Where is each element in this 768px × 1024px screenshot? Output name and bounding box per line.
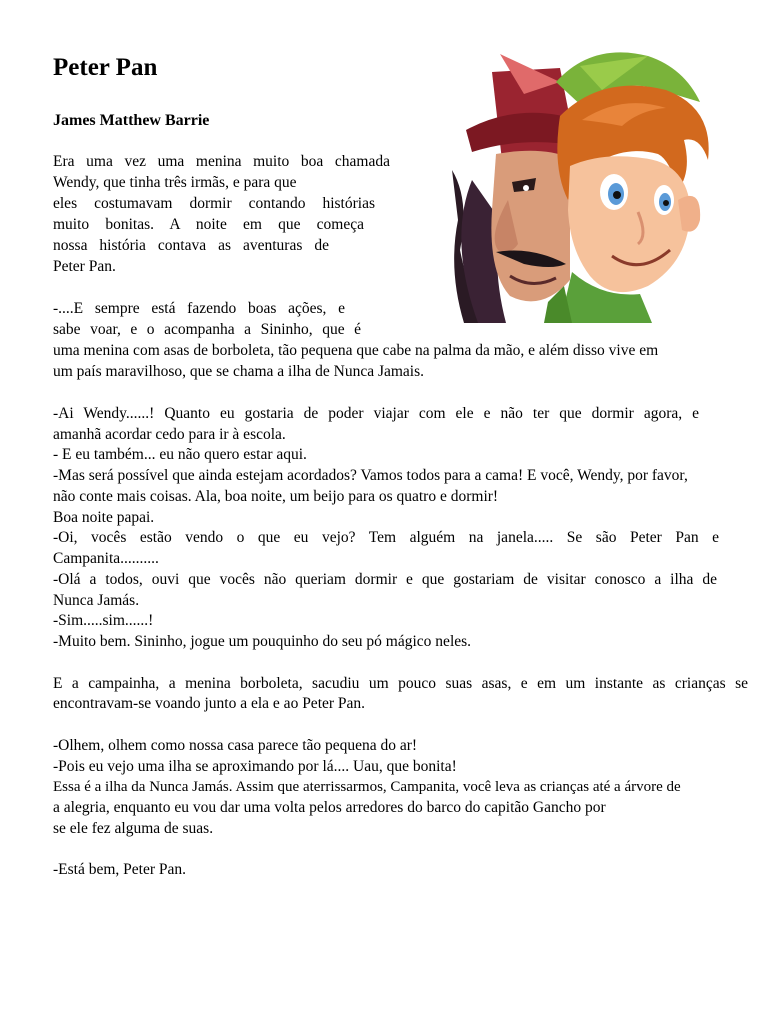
page-title: Peter Pan [53, 54, 158, 81]
story-line: -Muito bem. Sininho, jogue um pouquinho do seu pó mágico neles. [53, 633, 472, 650]
peter-pan-and-captain-hook-illustration [452, 50, 714, 323]
story-line: -Está bem, Peter Pan. [53, 861, 187, 878]
story-line: se ele fez alguma de suas. [53, 820, 214, 837]
story-line: não conte mais coisas. Ala, boa noite, um beijo para os quatro e dormir! [53, 488, 499, 505]
author-name: James Matthew Barrie [53, 112, 210, 129]
story-line: Wendy, que tinha três irmãs, e para que [53, 174, 297, 191]
story-line: nossa história contava as aventuras de [53, 237, 329, 254]
story-line: -Oi, vocês estão vendo o que eu vejo? Tem alguém na janela..... Se são Peter Pan e [53, 529, 719, 546]
story-line: Peter Pan. [53, 258, 116, 275]
story-line: Era uma vez uma menina muito boa chamada [53, 153, 390, 170]
story-line: encontravam-se voando junto a ela e ao Peter Pan. [53, 695, 366, 712]
story-line: muito bonitas. A noite em que começa [53, 216, 364, 233]
story-line: Nunca Jamás. [53, 592, 140, 609]
story-line: a alegria, enquanto eu vou dar uma volta pelos arredores do barco do capitão Gancho por [53, 799, 606, 816]
story-line: -....E sempre está fazendo boas ações, e [53, 300, 345, 317]
story-line: um país maravilhoso, que se chama a ilha de Nunca Jamais. [53, 363, 425, 380]
story-line: E a campainha, a menina borboleta, sacudiu um pouco suas asas, e em um instante as crianças se [53, 675, 748, 692]
story-line: -Pois eu vejo uma ilha se aproximando por lá.... Uau, que bonita! [53, 758, 457, 775]
story-line: -Olhem, olhem como nossa casa parece tão pequena do ar! [53, 737, 418, 754]
story-line: -Mas será possível que ainda estejam acordados? Vamos todos para a cama! E você, Wendy, por favor, [53, 467, 688, 484]
story-line: Boa noite papai. [53, 509, 155, 526]
story-line: -Sim.....sim......! [53, 612, 154, 629]
story-line: uma menina com asas de borboleta, tão pequena que cabe na palma da mão, e além disso vive em [53, 342, 659, 359]
story-line: -Olá a todos, ouvi que vocês não queriam dormir e que gostariam de visitar conosco a ilha de [53, 571, 717, 588]
story-line: Campanita.......... [53, 550, 159, 567]
story-line: -Ai Wendy......! Quanto eu gostaria de poder viajar com ele e não ter que dormir agora, e [53, 405, 699, 422]
story-line: Essa é a ilha da Nunca Jamás. Assim que aterrissarmos, Campanita, você leva as crianças até a árvore de [53, 779, 681, 795]
story-line: - E eu também... eu não quero estar aqui. [53, 446, 307, 463]
story-line: amanhã acordar cedo para ir à escola. [53, 426, 286, 443]
story-line: sabe voar, e o acompanha a Sininho, que é [53, 321, 361, 338]
story-line: eles costumavam dormir contando histórias [53, 195, 375, 212]
